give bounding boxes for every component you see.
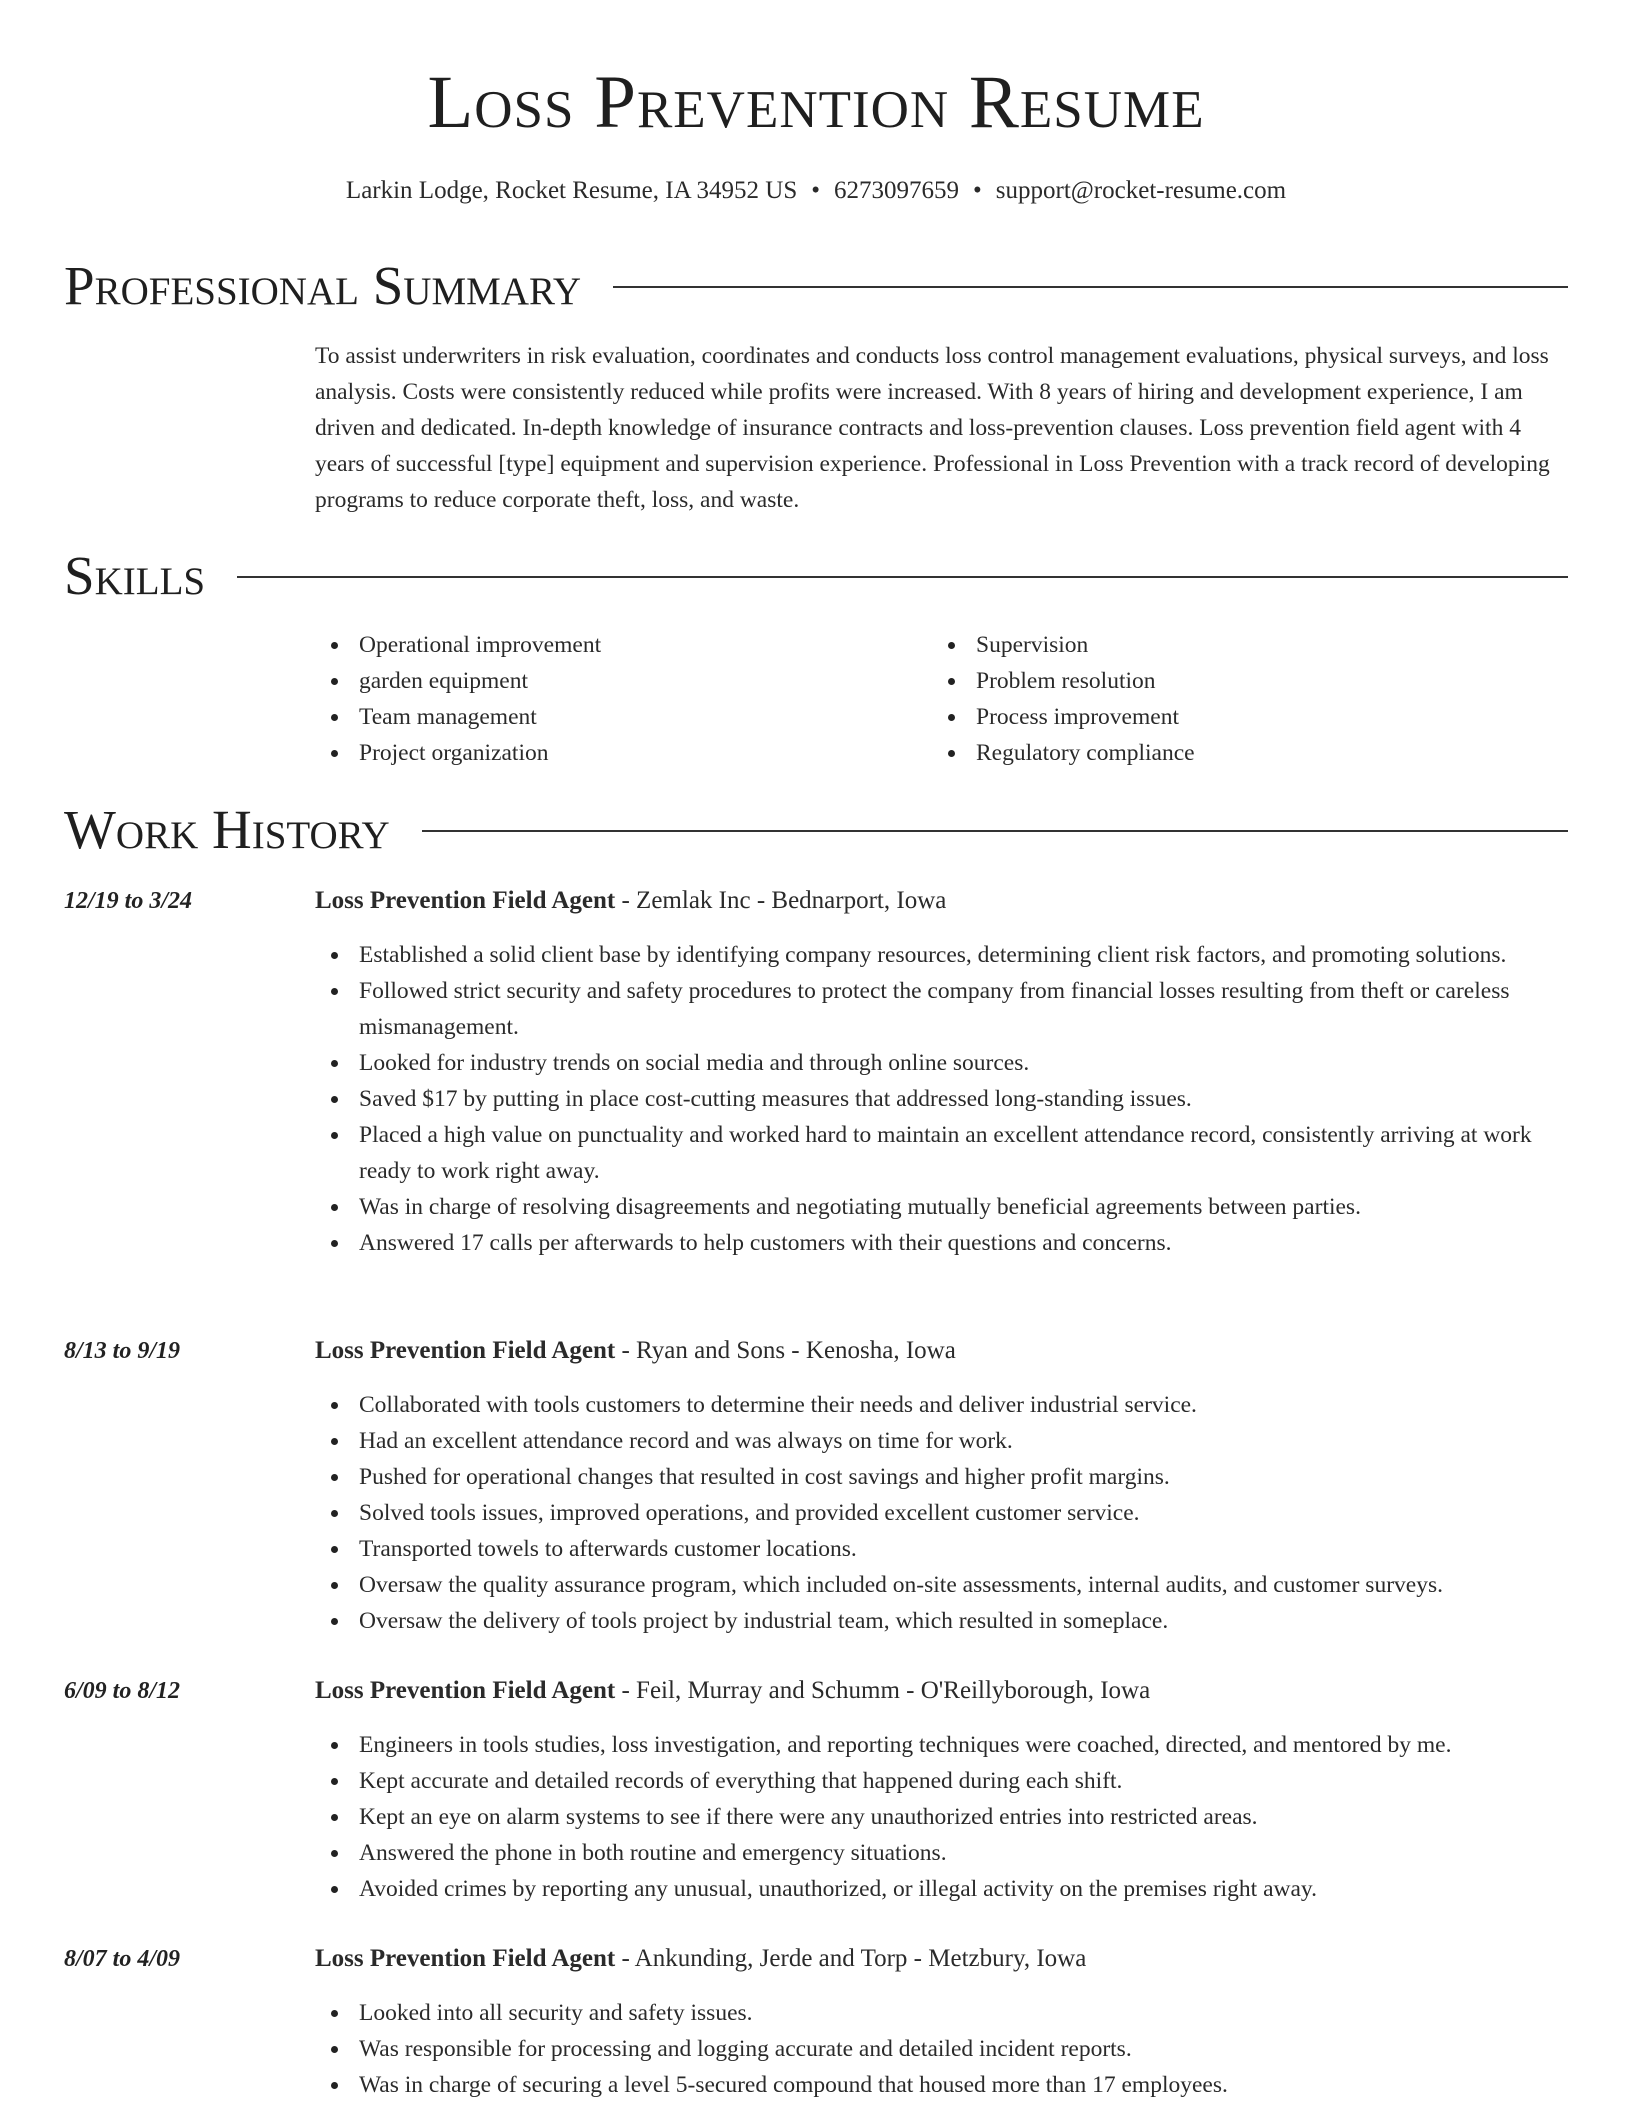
job-dates: 8/13 to 9/19 — [64, 1338, 181, 1364]
summary-section-title: Professional Summary — [64, 254, 613, 318]
job-bullet: Engineers in tools studies, loss investigation, and reporting techniques were coached, directed, and mentored by me. — [315, 1727, 1568, 1763]
contact-line — [0, 174, 1632, 208]
section-divider — [64, 576, 1568, 578]
job-employer: - Ankunding, Jerde and Torp - Metzbury, Iowa — [615, 1945, 1087, 1972]
job-bullet: Looked for industry trends on social media and through online sources. — [315, 1045, 1568, 1081]
work-section-title: Work History — [64, 798, 422, 862]
job-bullets — [315, 937, 1568, 1261]
skills-list-right — [932, 627, 1532, 771]
skills-list-left — [315, 627, 915, 771]
job-bullet: Kept accurate and detailed records of everything that happened during each shift. — [315, 1763, 1568, 1799]
contact-email: support@rocket-resume.com — [995, 177, 1287, 204]
job-bullet: Saved $17 by putting in place cost-cutting measures that addressed long-standing issues. — [315, 1081, 1568, 1117]
job-dates: 8/07 to 4/09 — [64, 1946, 181, 1972]
job-heading — [315, 883, 1568, 919]
job-heading — [315, 1333, 1568, 1369]
job-title: Loss Prevention Field Agent — [315, 1337, 616, 1364]
job-bullet: Oversaw the quality assurance program, which included on-site assessments, internal audits, and customer surveys. — [315, 1567, 1568, 1603]
skills-section-header — [64, 544, 1568, 608]
job-bullet: Was responsible for processing and logging accurate and detailed incident reports. — [315, 2031, 1568, 2067]
job-bullet: Collaborated with tools customers to determine their needs and deliver industrial service. — [315, 1387, 1568, 1423]
job-bullets — [315, 1995, 1568, 2103]
job-bullet: Looked into all security and safety issues. — [315, 1995, 1568, 2031]
job-heading — [315, 1673, 1568, 1709]
job-bullet: Transported towels to afterwards customer locations. — [315, 1531, 1568, 1567]
skill-item: Project organization — [315, 735, 915, 771]
job-bullet: Pushed for operational changes that resulted in cost savings and higher profit margins. — [315, 1459, 1568, 1495]
contact-address: Larkin Lodge, Rocket Resume, IA 34952 US — [345, 177, 798, 204]
skill-item: garden equipment — [315, 663, 915, 699]
job-bullet: Had an excellent attendance record and was always on time for work. — [315, 1423, 1568, 1459]
job-bullet: Established a solid client base by identifying company resources, determining client risk factors, and promoting solutions. — [315, 937, 1568, 973]
job-title: Loss Prevention Field Agent — [315, 1677, 616, 1704]
contact-phone: 6273097659 — [834, 177, 960, 204]
summary-text: To assist underwriters in risk evaluation, coordinates and conducts loss control management evaluations, physical surveys, and loss analysis. Costs were consistently reduced while profits were increased. With 8 years of hiring and development experience, I am driven and dedicated. In-depth knowledge of insurance contracts and loss-prevention clauses. Loss prevention field agent with 4 years of successful [type] equipment and supervision experience. Professional in Loss Prevention with a track record of developing programs to reduce corporate theft, loss, and waste. — [315, 343, 1550, 513]
skill-item: Team management — [315, 699, 915, 735]
job-title: Loss Prevention Field Agent — [315, 1945, 616, 1972]
job-bullet: Oversaw the delivery of tools project by industrial team, which resulted in someplace. — [315, 1603, 1568, 1639]
job-bullet: Solved tools issues, improved operations, and provided excellent customer service. — [315, 1495, 1568, 1531]
job-bullet: Avoided crimes by reporting any unusual, unauthorized, or illegal activity on the premises right away. — [315, 1871, 1568, 1907]
contact-separator: • — [811, 177, 821, 204]
job-bullet: Kept an eye on alarm systems to see if there were any unauthorized entries into restricted areas. — [315, 1799, 1568, 1835]
skill-item: Supervision — [932, 627, 1532, 663]
skill-item: Problem resolution — [932, 663, 1532, 699]
contact-separator: • — [973, 177, 982, 204]
skill-item: Operational improvement — [315, 627, 915, 663]
job-employer: - Ryan and Sons - Kenosha, Iowa — [615, 1337, 956, 1364]
skill-item: Process improvement — [932, 699, 1532, 735]
resume-title: Loss Prevention Resume — [427, 61, 1205, 144]
job-title: Loss Prevention Field Agent — [315, 887, 616, 914]
job-bullet: Was in charge of resolving disagreements and negotiating mutually beneficial agreements between parties. — [315, 1189, 1568, 1225]
job-bullet: Followed strict security and safety procedures to protect the company from financial losses resulting from theft or careless mismanagement. — [315, 973, 1568, 1045]
skills-section-title: Skills — [64, 544, 237, 608]
job-bullet: Answered the phone in both routine and emergency situations. — [315, 1835, 1568, 1871]
skill-item: Regulatory compliance — [932, 735, 1532, 771]
work-section-header — [64, 798, 1568, 862]
summary-section-header — [64, 254, 1568, 318]
job-bullets — [315, 1727, 1568, 1907]
job-bullets — [315, 1387, 1568, 1639]
job-bullet: Was in charge of securing a level 5-secured compound that housed more than 17 employees. — [315, 2067, 1568, 2103]
job-heading — [315, 1941, 1568, 1977]
job-employer: - Zemlak Inc - Bednarport, Iowa — [615, 887, 947, 914]
job-bullet: Placed a high value on punctuality and worked hard to maintain an excellent attendance record, consistently arriving at work ready to work right away. — [315, 1117, 1568, 1189]
job-dates: 12/19 to 3/24 — [64, 888, 193, 914]
job-employer: - Feil, Murray and Schumm - O'Reillyborough, Iowa — [615, 1677, 1151, 1704]
job-dates: 6/09 to 8/12 — [64, 1678, 181, 1704]
job-bullet: Answered 17 calls per afterwards to help customers with their questions and concerns. — [315, 1225, 1568, 1261]
